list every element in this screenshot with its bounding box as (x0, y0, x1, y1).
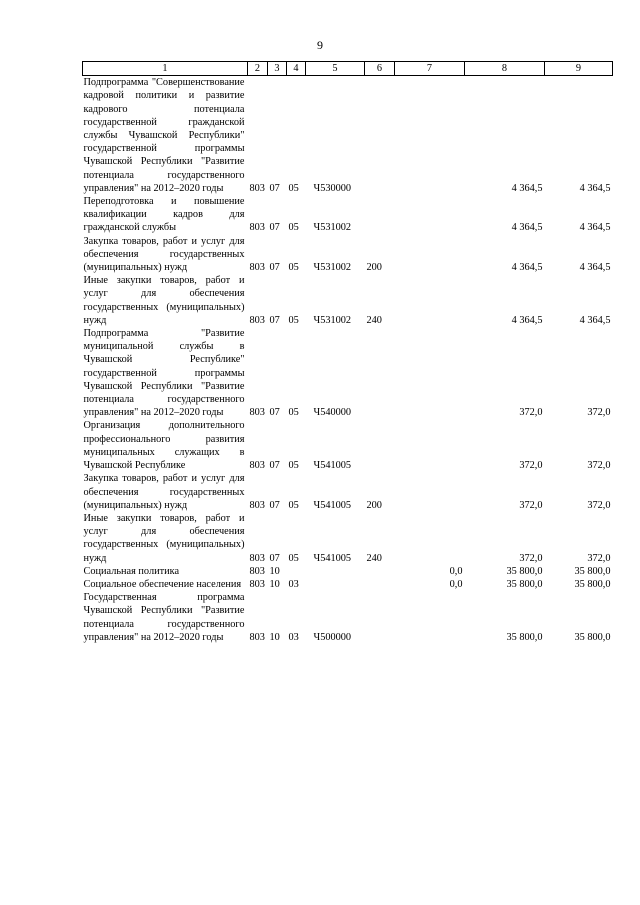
cell-ministry: 803 (249, 262, 265, 274)
cell-amount-7 (395, 274, 465, 327)
cell-amount-9: 35 800,0 (574, 565, 611, 577)
cell-section: 07 (269, 460, 280, 472)
cell-ministry: 803 (249, 314, 265, 326)
cell-expense-type (365, 76, 395, 195)
row-name: Социальная политика (83, 565, 180, 577)
column-header: 3 (268, 62, 287, 76)
column-header: 8 (465, 62, 545, 76)
column-header: 5 (306, 62, 365, 76)
cell-amount-7 (395, 195, 465, 235)
column-header: 2 (248, 62, 268, 76)
row-name: Социальное обеспечение населения (83, 578, 242, 590)
cell-amount-9: 4 364,5 (579, 314, 611, 326)
cell-target-article: Ч541005 (313, 499, 352, 511)
cell-amount-7: 0,0 (449, 565, 463, 577)
column-header: 1 (83, 62, 248, 76)
row-name: Переподготовка и повышение квалификации кадров для гражданской службы (83, 196, 245, 234)
cell-amount-9: 372,0 (587, 499, 611, 511)
table-row (83, 76, 613, 195)
cell-section: 07 (269, 314, 280, 326)
column-header: 6 (365, 62, 395, 76)
cell-amount-8: 35 800,0 (506, 578, 543, 590)
cell-amount-8: 372,0 (519, 407, 543, 419)
cell-expense-type: 240 (366, 314, 382, 326)
page-number: 9 (317, 38, 323, 52)
cell-amount-7: 0,0 (449, 578, 463, 590)
cell-target-article: Ч540000 (313, 407, 352, 419)
cell-amount-9: 372,0 (587, 407, 611, 419)
table-header-row (83, 62, 613, 76)
cell-expense-type (365, 327, 395, 419)
row-name: Государственная программа Чувашской Республики "Развитие потенциала государственного управления" на 2012–2020 годы (83, 592, 245, 643)
cell-amount-8: 372,0 (519, 552, 543, 564)
budget-table (82, 61, 613, 644)
cell-subsection: 05 (288, 262, 299, 274)
cell-ministry: 803 (249, 552, 265, 564)
cell-amount-7 (395, 419, 465, 472)
cell-section: 07 (269, 407, 280, 419)
cell-amount-7 (395, 235, 465, 275)
cell-subsection (287, 565, 306, 578)
row-name: Подпрограмма "Развитие муниципальной службы в Чувашской Республике" государственной программы Чувашской Республики "Развитие потенциала государственного управления" на 2012–2020 годы (83, 328, 245, 419)
table-row (83, 578, 613, 591)
cell-amount-7 (395, 591, 465, 644)
cell-target-article: Ч541005 (313, 460, 352, 472)
table-row (83, 419, 613, 472)
cell-amount-9: 35 800,0 (574, 631, 611, 643)
table-row (83, 327, 613, 419)
cell-amount-9: 35 800,0 (574, 578, 611, 590)
cell-section: 07 (269, 262, 280, 274)
cell-expense-type (365, 419, 395, 472)
cell-ministry: 803 (249, 499, 265, 511)
cell-subsection: 05 (288, 499, 299, 511)
cell-subsection: 05 (288, 460, 299, 472)
table-row (83, 565, 613, 578)
cell-amount-9: 4 364,5 (579, 262, 611, 274)
cell-expense-type: 200 (366, 262, 382, 274)
table-row (83, 195, 613, 235)
cell-ministry: 803 (249, 460, 265, 472)
cell-ministry: 803 (249, 578, 265, 590)
table-row (83, 591, 613, 644)
table-row (83, 512, 613, 565)
row-name: Подпрограмма "Совершенствование кадровой политики и развитие кадрового потенциала государственной гражданской службы Чувашской Республики" государственной программы Чувашской Республики "Развитие потенциала государственного управления" на 2012–2020 годы (83, 77, 245, 194)
cell-target-article: Ч531002 (313, 222, 352, 234)
cell-amount-8: 4 364,5 (511, 182, 543, 194)
cell-amount-7 (395, 76, 465, 195)
cell-ministry: 803 (249, 631, 265, 643)
cell-section: 07 (269, 552, 280, 564)
cell-expense-type: 240 (366, 552, 382, 564)
cell-expense-type (365, 195, 395, 235)
cell-expense-type (365, 591, 395, 644)
cell-amount-9: 4 364,5 (579, 222, 611, 234)
cell-target-article (306, 565, 365, 578)
cell-amount-7 (395, 327, 465, 419)
cell-target-article: Ч541005 (313, 552, 352, 564)
cell-subsection: 05 (288, 222, 299, 234)
cell-amount-8: 35 800,0 (506, 631, 543, 643)
column-header: 7 (395, 62, 465, 76)
cell-amount-8: 372,0 (519, 460, 543, 472)
column-header: 9 (545, 62, 613, 76)
cell-amount-7 (395, 512, 465, 565)
row-name: Закупка товаров, работ и услуг для обеспечения государственных (муниципальных) нужд (83, 235, 245, 274)
cell-section: 07 (269, 182, 280, 194)
cell-target-article (306, 578, 365, 591)
row-name: Иные закупки товаров, работ и услуг для обеспечения государственных (муниципальных) нужд (83, 275, 245, 326)
column-header: 4 (287, 62, 306, 76)
cell-section: 07 (269, 499, 280, 511)
cell-subsection: 05 (288, 552, 299, 564)
cell-expense-type: 200 (366, 499, 382, 511)
row-name: Иные закупки товаров, работ и услуг для обеспечения государственных (муниципальных) нужд (83, 512, 245, 564)
cell-amount-9: 372,0 (587, 552, 611, 564)
cell-ministry: 803 (249, 222, 265, 234)
cell-amount-8: 372,0 (519, 499, 543, 511)
cell-amount-8: 4 364,5 (511, 314, 543, 326)
cell-subsection: 03 (288, 631, 299, 643)
cell-amount-8: 4 364,5 (511, 222, 543, 234)
cell-section: 10 (269, 631, 280, 643)
cell-subsection: 05 (288, 182, 299, 194)
cell-ministry: 803 (249, 565, 265, 577)
cell-amount-8: 4 364,5 (511, 262, 543, 274)
table-row (83, 235, 613, 275)
cell-subsection: 05 (288, 407, 299, 419)
table-row (83, 472, 613, 512)
cell-target-article: Ч530000 (313, 182, 352, 194)
cell-subsection: 05 (288, 314, 299, 326)
row-name: Организация дополнительного профессионального развития муниципальных служащих в Чувашской Республике (83, 420, 245, 472)
cell-expense-type (365, 578, 395, 591)
cell-section: 10 (269, 565, 280, 577)
cell-target-article: Ч531002 (313, 262, 352, 274)
cell-subsection: 03 (288, 578, 299, 590)
cell-target-article: Ч500000 (313, 631, 352, 643)
cell-amount-9: 4 364,5 (579, 182, 611, 194)
cell-amount-7 (395, 472, 465, 512)
cell-ministry: 803 (249, 182, 265, 194)
cell-section: 10 (269, 578, 280, 590)
cell-ministry: 803 (249, 407, 265, 419)
table-row (83, 274, 613, 327)
cell-amount-9: 372,0 (587, 460, 611, 472)
row-name: Закупка товаров, работ и услуг для обеспечения государственных (муниципальных) нужд (83, 473, 245, 511)
cell-section: 07 (269, 222, 280, 234)
cell-expense-type (365, 565, 395, 578)
cell-target-article: Ч531002 (313, 314, 352, 326)
cell-amount-8: 35 800,0 (506, 565, 543, 577)
